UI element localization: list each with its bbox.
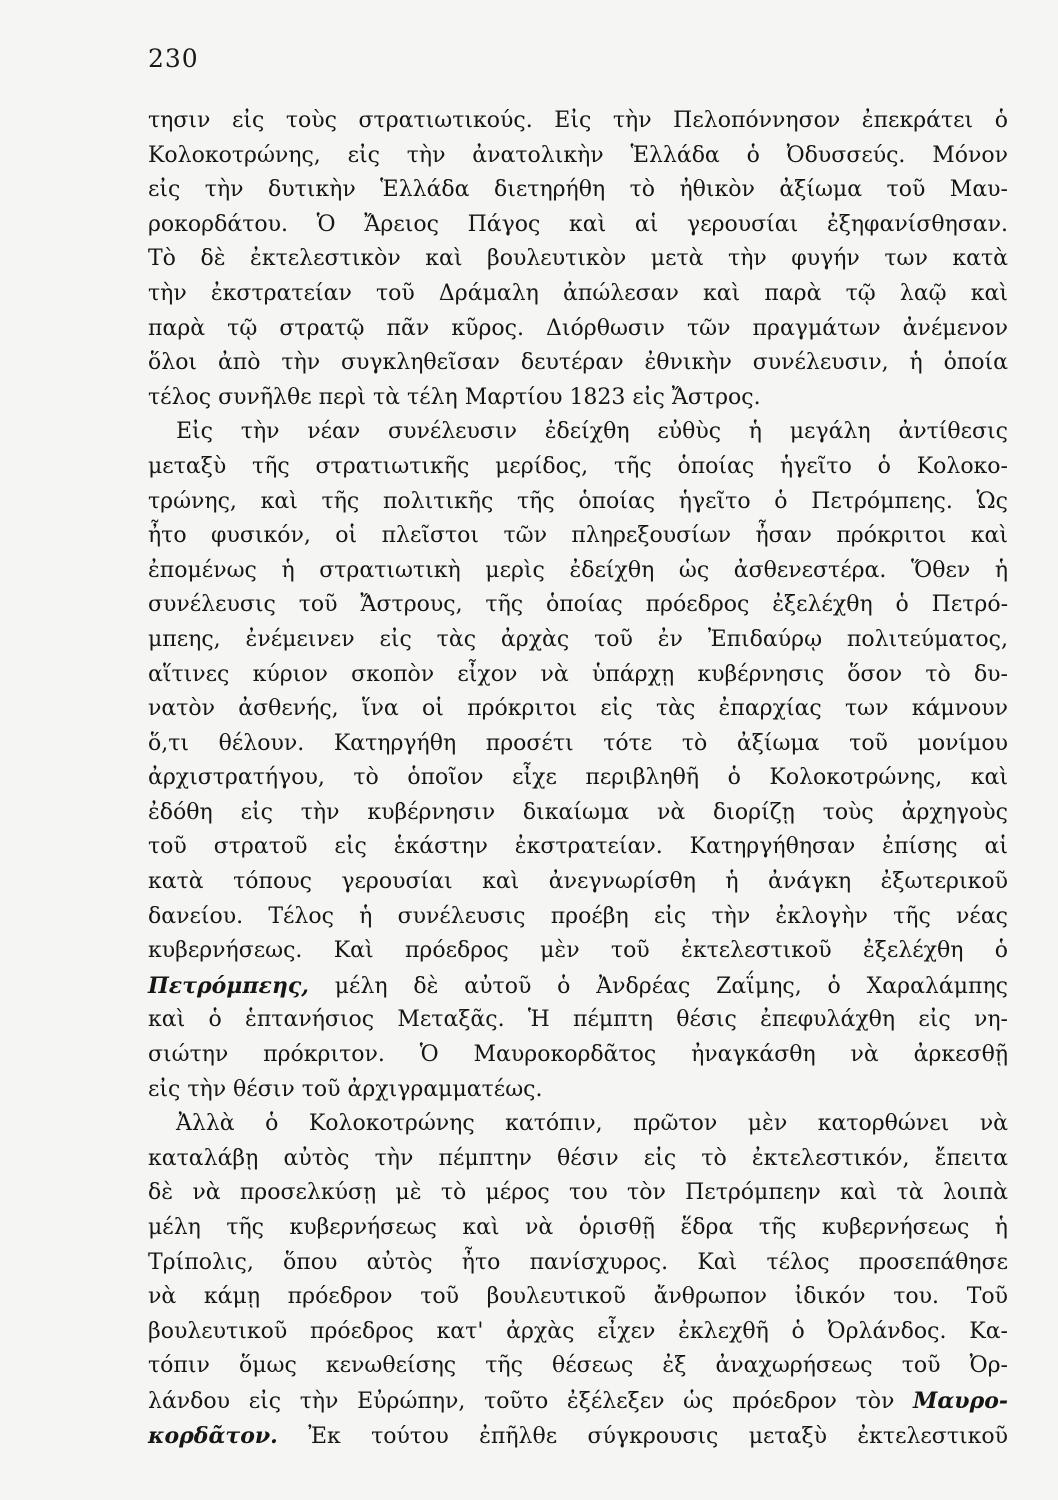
line-text: ὅλοι ἀπὸ τὴν συγκληθεῖσαν δευτέραν ἐθνικὴν συνέλευσιν, ἡ ὁποία: [148, 350, 1008, 376]
line-text: αἵτινες κύριον σκοπὸν εἶχον νὰ ὑπάρχῃ κυβέρνησις ὅσον τὸ δυ-: [148, 661, 1008, 687]
line-text: νατὸν ἀσθενής, ἵνα οἱ πρόκριτοι εἰς τὰς ἐπαρχίας των κάμνουν: [148, 696, 1008, 722]
text-line: [148, 519, 1008, 554]
line-text: Τρίπολις, ὅπου αὐτὸς ἦτο πανίσχυρος. Καὶ τέλος προσεπάθησε: [148, 1249, 1008, 1275]
text-line: [148, 934, 1008, 969]
text-line: [148, 692, 1008, 727]
text-line: [148, 485, 1008, 520]
text-line: [148, 1349, 1008, 1384]
text-line: [148, 830, 1008, 865]
line-text: καὶ ὁ ἑπτανήσιος Μεταξᾶς. Ἡ πέμπτη θέσις ἐπεφυλάχθη εἰς νη-: [148, 1007, 1008, 1033]
line-text: εἰς τὴν δυτικὴν Ἑλλάδα διετηρήθη τὸ ἠθικὸν ἀξίωμα τοῦ Μαυ-: [148, 177, 1008, 203]
line-text: Κολοκοτρώνης, εἰς τὴν ἀνατολικὴν Ἑλλάδα ὁ Ὀδυσσεύς. Μόνον: [148, 142, 1008, 168]
line-text: Ἀλλὰ ὁ Κολοκοτρώνης κατόπιν, πρῶτον μὲν κατορθώνει νὰ: [176, 1111, 1008, 1137]
line-text: κατὰ τόπους γερουσίαι καὶ ἀνεγνωρίσθη ἡ ἀνάγκη ἐξωτερικοῦ: [148, 869, 1008, 895]
line-text: τόπιν ὅμως κενωθείσης τῆς θέσεως ἐξ ἀναχωρήσεως τοῦ Ὀρ-: [148, 1353, 1008, 1379]
body-text: [148, 104, 1008, 1453]
line-text: τέλος συνῆλθε περὶ τὰ τέλη Μαρτίου 1823 εἰς Ἄστρος.: [148, 384, 761, 410]
text-line: [148, 277, 1008, 312]
text-line: [148, 554, 1008, 589]
line-text: Τὸ δὲ ἐκτελεστικὸν καὶ βουλευτικὸν μετὰ τὴν φυγήν των κατὰ: [148, 246, 1008, 272]
line-text: ἀρχιστρατήγου, τὸ ὁποῖον εἶχε περιβληθῆ ὁ Κολοκοτρώνης, καὶ: [148, 765, 1008, 791]
text-line: [148, 727, 1008, 762]
text-line: [148, 1280, 1008, 1315]
line-text: ἦτο φυσικόν, οἱ πλεῖστοι τῶν πληρεξουσίων ἦσαν πρόκριτοι καὶ: [148, 523, 1008, 549]
text-line: [148, 1038, 1008, 1073]
line-text: τρώνης, καὶ τῆς πολιτικῆς τῆς ὁποίας ἡγεῖτο ὁ Πετρόμπεης. Ὡς: [148, 488, 1008, 514]
text-line: [148, 1176, 1008, 1211]
line-text: βουλευτικοῦ πρόεδρος κατ' ἀρχὰς εἶχεν ἐκλεχθῆ ὁ Ὀρλάνδος. Κα-: [148, 1318, 1008, 1344]
text-line: [148, 969, 1008, 1004]
line-text: νὰ κάμῃ πρόεδρον τοῦ βουλευτικοῦ ἄνθρωπον ἰδικόν του. Τοῦ: [148, 1284, 1008, 1310]
line-text: τησιν εἰς τοὺς στρατιωτικούς. Εἰς τὴν Πελοπόννησον ἐπεκράτει ὁ: [148, 108, 1008, 133]
line-text: εἰς τὴν θέσιν τοῦ ἀρχιγραμματέως.: [148, 1076, 543, 1102]
line-text: μέλη τῆς κυβερνήσεως καὶ νὰ ὁρισθῇ ἕδρα τῆς κυβερνήσεως ἡ: [148, 1215, 1008, 1240]
line-text: συνέλευσις τοῦ Ἄστρους, τῆς ὁποίας πρόεδρος ἐξελέχθη ὁ Πετρό-: [148, 592, 1008, 618]
text-line: [148, 1419, 1008, 1454]
text-line: [148, 1073, 1008, 1108]
emphasized-name: Πετρόμπεης,: [148, 972, 309, 999]
text-line: [148, 588, 1008, 623]
text-line: [148, 1142, 1008, 1177]
line-text: μέλη δὲ αὐτοῦ ὁ Ἀνδρέας Ζαΐμης, ὁ Χαραλάμπης: [308, 973, 1008, 999]
text-line: [148, 1107, 1008, 1142]
text-line: [148, 1211, 1008, 1246]
text-line: [148, 1315, 1008, 1350]
line-text: τὴν ἐκστρατείαν τοῦ Δράμαλη ἀπώλεσαν καὶ παρὰ τῷ λαῷ καὶ: [148, 280, 1008, 306]
line-text: Ἐκ τούτου ἐπῆλθε σύγκρουσις μεταξὺ ἐκτελεστικοῦ: [277, 1423, 1008, 1449]
text-line: [148, 346, 1008, 381]
text-line: [148, 208, 1008, 243]
text-line: [148, 623, 1008, 658]
text-line: [148, 900, 1008, 935]
line-text: τοῦ στρατοῦ εἰς ἑκάστην ἐκστρατείαν. Κατηργήθησαν ἐπίσης αἱ: [148, 834, 1008, 860]
text-line: [148, 796, 1008, 831]
text-line: [148, 139, 1008, 174]
line-text: καταλάβῃ αὐτὸς τὴν πέμπτην θέσιν εἰς τὸ ἐκτελεστικόν, ἔπειτα: [148, 1145, 1008, 1171]
line-text: δὲ νὰ προσελκύσῃ μὲ τὸ μέρος του τὸν Πετρόμπεην καὶ τὰ λοιπὰ: [148, 1180, 1008, 1206]
line-text: ροκορδάτου. Ὁ Ἄρειος Πάγος καὶ αἱ γερουσίαι ἐξηφανίσθησαν.: [148, 211, 1008, 237]
line-text: σιώτην πρόκριτον. Ὁ Μαυροκορδᾶτος ἠναγκάσθη νὰ ἀρκεσθῇ: [148, 1042, 1008, 1068]
line-text: δανείου. Τέλος ἡ συνέλευσις προέβη εἰς τὴν ἐκλογὴν τῆς νέας: [148, 903, 1008, 929]
line-text: λάνδου εἰς τὴν Εὐρώπην, τοῦτο ἐξέλεξεν ὡς πρόεδρον τὸν: [148, 1388, 914, 1414]
text-line: [148, 1003, 1008, 1038]
page-number: 230: [148, 44, 199, 73]
emphasized-name: κορδᾶτον.: [148, 1422, 278, 1449]
text-line: [148, 381, 1008, 416]
line-text: ἐπομένως ἡ στρατιωτικὴ μερὶς ἐδείχθη ὡς ἀσθενεστέρα. Ὅθεν ἡ: [148, 557, 1008, 583]
text-line: [148, 1246, 1008, 1281]
emphasized-name: Μαυρο-: [913, 1387, 1008, 1414]
line-text: κυβερνήσεως. Καὶ πρόεδρος μὲν τοῦ ἐκτελεστικοῦ ἐξελέχθη ὁ: [148, 938, 1008, 964]
text-line: [148, 415, 1008, 450]
text-line: [148, 1384, 1008, 1419]
text-line: [148, 450, 1008, 485]
line-text: Εἰς τὴν νέαν συνέλευσιν ἐδείχθη εὐθὺς ἡ μεγάλη ἀντίθεσις: [176, 419, 1008, 445]
text-line: [148, 761, 1008, 796]
line-text: ἐδόθη εἰς τὴν κυβέρνησιν δικαίωμα νὰ διορίζῃ τοὺς ἀρχηγοὺς: [148, 799, 1008, 825]
text-line: [148, 104, 1008, 139]
text-line: [148, 173, 1008, 208]
text-line: [148, 865, 1008, 900]
text-line: [148, 658, 1008, 693]
line-text: παρὰ τῷ στρατῷ πᾶν κῦρος. Διόρθωσιν τῶν πραγμάτων ἀνέμενον: [148, 315, 1008, 341]
line-text: μπεης, ἐνέμεινεν εἰς τὰς ἀρχὰς τοῦ ἐν Ἐπιδαύρῳ πολιτεύματος,: [148, 626, 1008, 652]
line-text: μεταξὺ τῆς στρατιωτικῆς μερίδος, τῆς ὁποίας ἡγεῖτο ὁ Κολοκο-: [148, 453, 1008, 479]
line-text: ὅ,τι θέλουν. Κατηργήθη προσέτι τότε τὸ ἀξίωμα τοῦ μονίμου: [148, 730, 1008, 756]
text-line: [148, 242, 1008, 277]
text-line: [148, 312, 1008, 347]
